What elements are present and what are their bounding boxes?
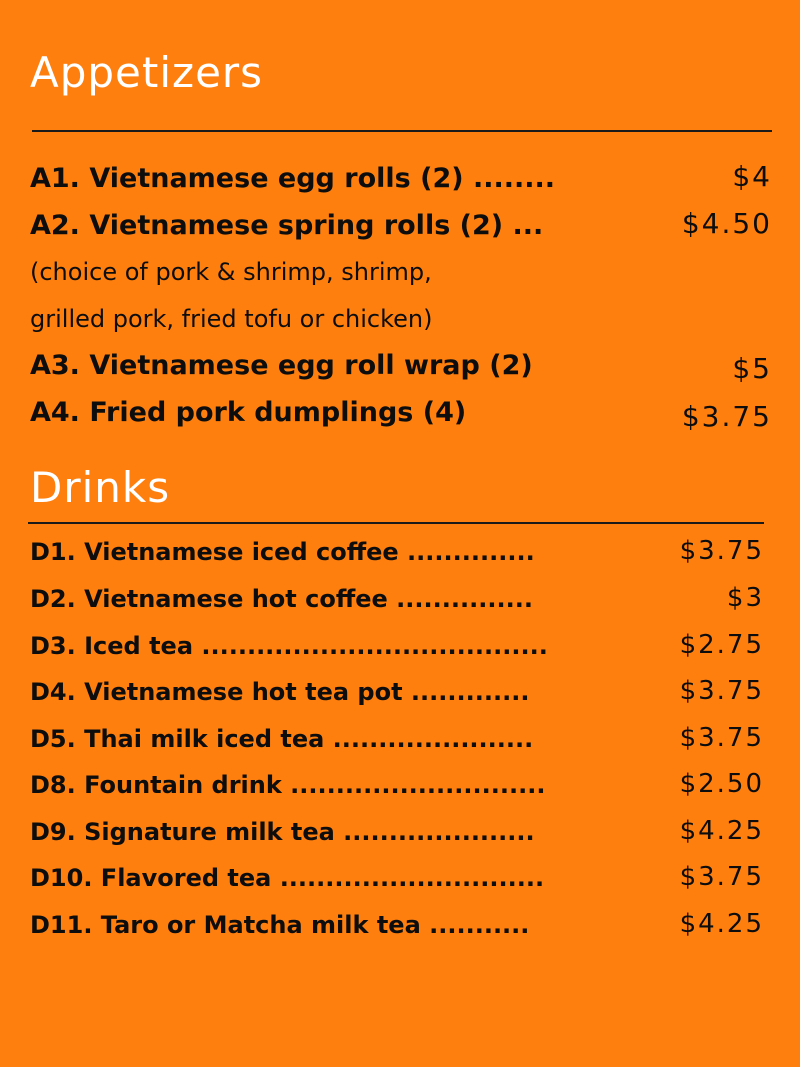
menu-item-name: D11. Taro or Matcha milk tea ........... <box>30 911 530 939</box>
menu-item-price: $4.25 <box>679 909 764 939</box>
menu-item-name: D1. Vietnamese iced coffee .............. <box>30 538 535 566</box>
menu-item-name: A1. Vietnamese egg rolls (2) ........ <box>30 163 556 194</box>
menu-item-price: $3.75 <box>679 676 764 706</box>
menu-item-price: $3.75 <box>679 862 764 892</box>
menu-item-name: D9. Signature milk tea ..................... <box>30 818 535 846</box>
drinks-heading: Drinks <box>30 463 171 512</box>
menu-item-name: D2. Vietnamese hot coffee ............... <box>30 585 533 613</box>
menu-item-price: $3.75 <box>679 723 764 753</box>
menu-item-name: D8. Fountain drink ............................ <box>30 771 546 799</box>
menu-item-price: $4 <box>732 160 772 193</box>
menu-item-price: $5 <box>732 352 772 385</box>
menu-item-name: D5. Thai milk iced tea ...................... <box>30 725 534 753</box>
menu-item-note: grilled pork, fried tofu or chicken) <box>30 305 433 333</box>
menu-item-name: D4. Vietnamese hot tea pot ............. <box>30 678 530 706</box>
menu-item-name: A4. Fried pork dumplings (4) <box>30 397 467 428</box>
menu-item-name: D10. Flavored tea ............................. <box>30 864 545 892</box>
menu-item-name: A3. Vietnamese egg roll wrap (2) <box>30 350 533 381</box>
menu-item-name: A2. Vietnamese spring rolls (2) ... <box>30 210 544 241</box>
menu-item-price: $3.75 <box>681 400 772 433</box>
drinks-divider <box>28 522 764 524</box>
menu-item-price: $3.75 <box>679 536 764 566</box>
appetizers-heading: Appetizers <box>30 48 264 97</box>
menu-item-price: $2.75 <box>679 630 764 660</box>
menu-item-price: $3 <box>726 583 764 613</box>
appetizers-divider <box>32 130 772 132</box>
menu-item-price: $2.50 <box>679 769 764 799</box>
menu-item-price: $4.25 <box>679 816 764 846</box>
menu-item-name: D3. Iced tea ...................................... <box>30 632 548 660</box>
menu-item-note: (choice of pork & shrimp, shrimp, <box>30 258 432 286</box>
menu-item-price: $4.50 <box>681 207 772 240</box>
